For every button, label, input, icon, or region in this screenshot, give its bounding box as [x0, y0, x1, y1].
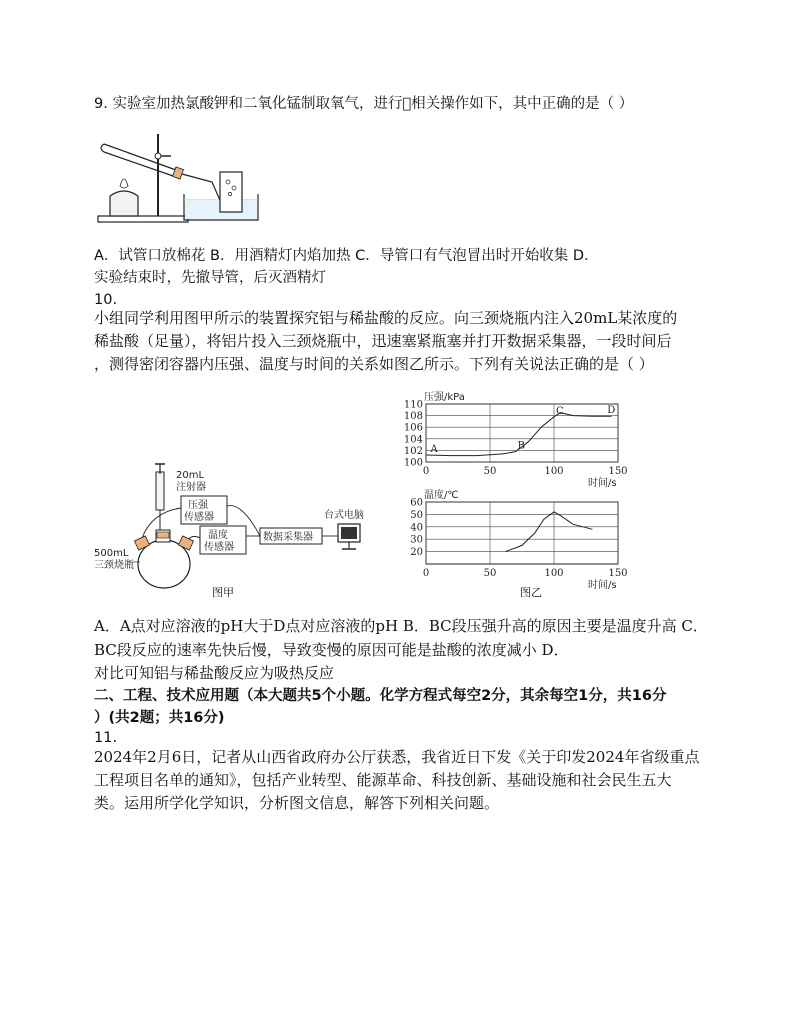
- y-tick-label: 40: [410, 522, 423, 534]
- y-tick-label: 108: [403, 411, 423, 423]
- q11-line-1: 2024年2月6日，记者从山西省政府办公厅获悉，我省近日下发《关于印发2024年省级重点: [94, 748, 700, 766]
- y-axis-label: 温度/℃: [424, 490, 459, 501]
- figure-a-caption: 图甲: [212, 586, 234, 599]
- computer-label: 台式电脑: [324, 510, 364, 521]
- y-tick-label: 20: [410, 547, 423, 559]
- q10-options-line-1: A．A点对应溶液的pH大于D点对应溶液的pH B．BC段压强升高的原因主要是温度升高 C．: [94, 617, 708, 635]
- y-tick-label: 50: [410, 509, 423, 521]
- q10-line-1: 小组同学利用图甲所示的装置探究铝与稀盐酸的反应。向三颈烧瓶内注入20mL某浓度的: [94, 309, 678, 327]
- q10-options-line-3: 对比可知铝与稀盐酸反应为吸热反应: [94, 664, 335, 682]
- y-tick-label: 60: [410, 497, 423, 509]
- x-tick-label: 150: [608, 568, 628, 579]
- y-tick-label: 30: [410, 534, 423, 546]
- q10-line-2: 稀盐酸（足量），将铝片投入三颈烧瓶中，迅速塞紧瓶塞并打开数据采集器，一段时间后: [94, 332, 672, 350]
- pressure-sensor-label-2: 传感器: [184, 512, 214, 523]
- q11-number: 11.: [94, 730, 118, 746]
- y-tick-label: 100: [403, 457, 423, 469]
- flask-label-1: 500mL: [94, 548, 129, 559]
- x-tick-label: 0: [422, 568, 430, 579]
- q11-line-3: 类。运用所学化学知识，分析图文信息，解答下列相关问题。: [94, 794, 500, 812]
- q10-options-line-2: BC段反应的速率先快后慢，导致变慢的原因可能是盐酸的浓度减小 D．: [94, 641, 569, 659]
- point-label-B: B: [517, 440, 525, 452]
- pressure-sensor-label-1: 压强: [188, 500, 208, 511]
- x-axis-label: 时间/s: [588, 478, 617, 489]
- figure-b-caption: 图乙: [520, 586, 542, 599]
- plot-frame: [426, 502, 618, 564]
- pressure-chart: [404, 391, 628, 489]
- q9-apparatus-figure: [96, 130, 261, 226]
- section-2-heading-line-1: 二、工程、技术应用题（本大题共5个小题。化学方程式每空2分，其余每空1分，共16分: [94, 688, 667, 704]
- point-label-C: C: [556, 405, 564, 417]
- y-tick-label: 110: [403, 399, 423, 411]
- x-tick-label: 50: [483, 568, 497, 579]
- point-label-A: A: [430, 444, 438, 456]
- x-tick-label: 0: [422, 466, 430, 477]
- temp-sensor-label-2: 传感器: [204, 542, 234, 553]
- temp-sensor-label-1: 温度: [208, 530, 228, 541]
- temperature-chart: [410, 488, 627, 591]
- q11-line-2: 工程项目名单的通知》，包括产业转型、能源革命、科技创新、基础设施和社会民生五大: [94, 771, 672, 789]
- x-axis-label: 时间/s: [588, 580, 617, 591]
- data-collector-label: 数据采集器: [263, 532, 313, 543]
- x-tick-label: 100: [544, 466, 564, 477]
- q10-number: 10.: [94, 292, 118, 308]
- x-tick-label: 150: [608, 466, 628, 477]
- syringe-label-2: 注射器: [176, 482, 206, 493]
- q10-line-3: ，测得密闭容器内压强、温度与时间的关系如图乙所示。下列有关说法正确的是（ ）: [94, 355, 654, 373]
- y-tick-label: 104: [403, 434, 423, 446]
- syringe-label-1: 20mL: [176, 470, 205, 481]
- x-tick-label: 50: [483, 466, 497, 477]
- flask-label-2: 三颈烧瓶: [94, 560, 134, 571]
- y-axis-label: 压强/kPa: [424, 392, 465, 403]
- q9-options-line-2: 实验结束时，先撤导管，后灭酒精灯: [94, 270, 326, 286]
- section-2-heading-line-2: ）(共2题；共16分): [94, 710, 225, 726]
- figure-b-charts: [400, 384, 640, 600]
- x-tick-label: 100: [544, 568, 564, 579]
- q9-stem: 9. 实验室加热氯酸钾和二氧化锰制取氧气，进行 相关操作如下，其中正确的是（ ）: [94, 96, 634, 112]
- y-tick-label: 106: [403, 422, 423, 434]
- point-label-D: D: [607, 405, 616, 417]
- q9-options-line-1: A．试管口放棉花 B．用酒精灯内焰加热 C．导管口有气泡冒出时开始收集 D．: [94, 248, 599, 264]
- figure-a-apparatus: [92, 462, 382, 600]
- y-tick-label: 102: [403, 445, 423, 457]
- plot-frame: [426, 404, 618, 462]
